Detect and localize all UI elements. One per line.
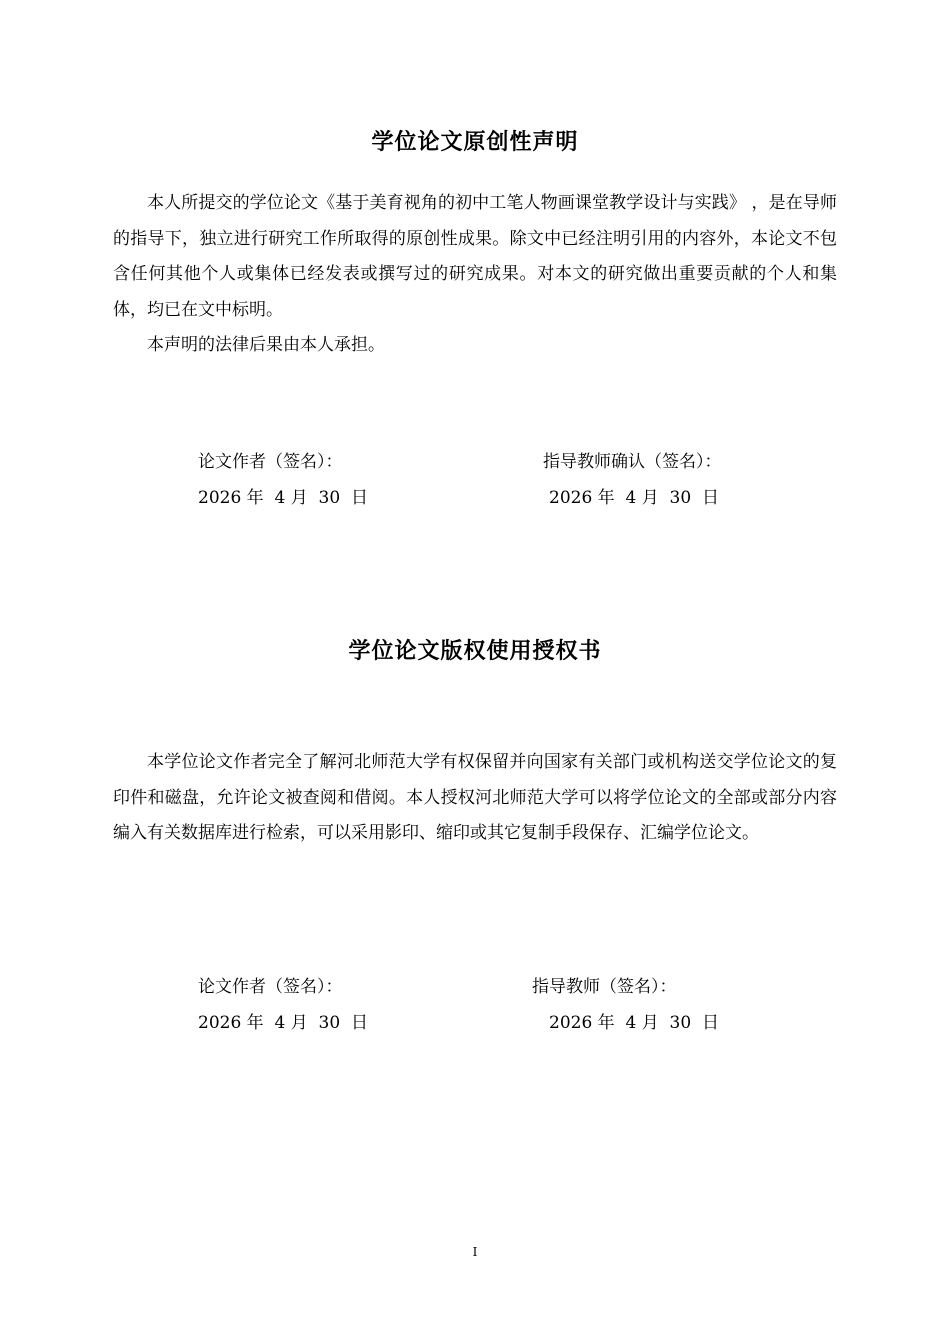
declaration-author-signature-label: 论文作者（签名）： xyxy=(198,452,343,472)
authorization-advisor-signature-label: 指导教师（签名）： xyxy=(532,977,677,997)
authorization-body xyxy=(113,745,837,852)
declaration-author-date: 2026 年 4 月 30 日 xyxy=(198,488,368,508)
authorization-author-date: 2026 年 4 月 30 日 xyxy=(198,1013,368,1033)
declaration-advisor-date: 2026 年 4 月 30 日 xyxy=(549,488,719,508)
declaration-paragraph-1: 本人所提交的学位论文《基于美育视角的初中工笔人物画课堂教学设计与实践》 ，是在导师的指导下，独立进行研究工作所取得的原创性成果。除文中已经注明引用的内容外，本论文不包含任何其他个人或集体已经发表或撰写过的研究成果。对本文的研究做出重要贡献的个人和集体，均已在文中标明。 xyxy=(113,193,837,320)
authorization-paragraph: 本学位论文作者完全了解河北师范大学有权保留并向国家有关部门或机构送交学位论文的复印件和磁盘，允许论文被查阅和借阅。本人授权河北师范大学可以将学位论文的全部或部分内容编入有关数据库进行检索，可以采用影印、缩印或其它复制手段保存、汇编学位论文。 xyxy=(113,752,837,844)
authorization-title: 学位论文版权使用授权书 xyxy=(348,639,602,664)
declaration-title: 学位论文原创性声明 xyxy=(371,130,579,155)
declaration-body xyxy=(113,186,837,364)
authorization-author-signature-label: 论文作者（签名）： xyxy=(198,977,343,997)
declaration-advisor-signature-label: 指导教师确认（签名）： xyxy=(543,452,722,472)
declaration-paragraph-2: 本声明的法律后果由本人承担。 xyxy=(147,335,385,356)
authorization-advisor-date: 2026 年 4 月 30 日 xyxy=(549,1013,719,1033)
page-number: I xyxy=(472,1245,478,1259)
